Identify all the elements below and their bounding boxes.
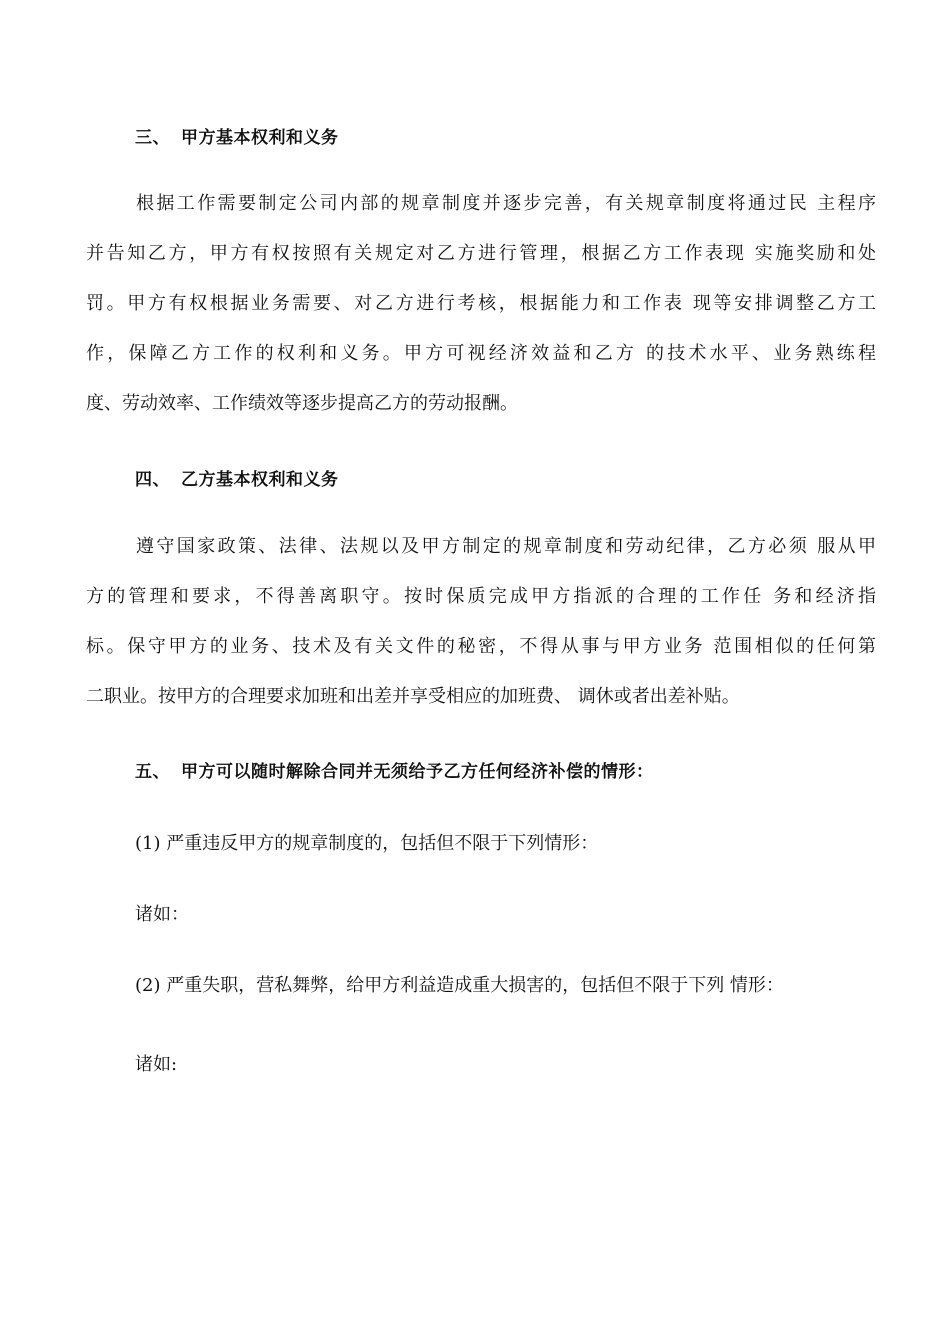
- section-title: 乙方基本权利和义务: [181, 470, 339, 490]
- paragraph-line: 方的管理和要求，不得善离职守。按时保质完成甲方指派的合理的工作任 务和经济指: [86, 586, 876, 607]
- list-item: 诸如:: [135, 1054, 178, 1075]
- paragraph-line: 作，保障乙方工作的权利和义务。甲方可视经济效益和乙方 的技术水平、业务熟练程: [86, 343, 876, 364]
- list-item: (2) 严重失职，营私舞弊，给甲方利益造成重大损害的，包括但不限于下列 情形：: [135, 975, 784, 996]
- section-number: 五、: [135, 762, 170, 782]
- paragraph-line: 并告知乙方，甲方有权按照有关规定对乙方进行管理，根据乙方工作表现 实施奖励和处: [86, 243, 876, 264]
- paragraph-line: 遵守国家政策、法律、法规以及甲方制定的规章制度和劳动纪律，乙方必须 服从甲: [136, 536, 876, 557]
- section-heading-5: [135, 757, 654, 782]
- paragraph-line: 二职业。按甲方的合理要求加班和出差并享受相应的加班费、 调休或者出差补贴。: [86, 686, 740, 707]
- section-paragraph-3: [86, 179, 876, 429]
- section-heading-4: [135, 465, 339, 490]
- paragraph-line: 标。保守甲方的业务、技术及有关文件的秘密，不得从事与甲方业务 范围相似的任何第: [86, 636, 876, 657]
- section-paragraph-4: [86, 522, 876, 722]
- section-number: 四、: [135, 470, 170, 490]
- list-item: (1) 严重违反甲方的规章制度的，包括但不限于下列情形：: [135, 833, 599, 854]
- section-number: 三、: [135, 128, 170, 148]
- paragraph-line: 罚。甲方有权根据业务需要、对乙方进行考核，根据能力和工作表 现等安排调整乙方工: [86, 293, 876, 314]
- section-title: 甲方基本权利和义务: [181, 128, 339, 148]
- paragraph-line: 度、劳动效率、工作绩效等逐步提高乙方的劳动报酬。: [86, 393, 518, 414]
- section-title: 甲方可以随时解除合同并无须给予乙方任何经济补偿的情形：: [181, 762, 654, 782]
- paragraph-line: 根据工作需要制定公司内部的规章制度并逐步完善，有关规章制度将通过民 主程序: [136, 193, 876, 214]
- list-item: 诸如：: [135, 904, 189, 925]
- section-heading-3: [135, 123, 339, 148]
